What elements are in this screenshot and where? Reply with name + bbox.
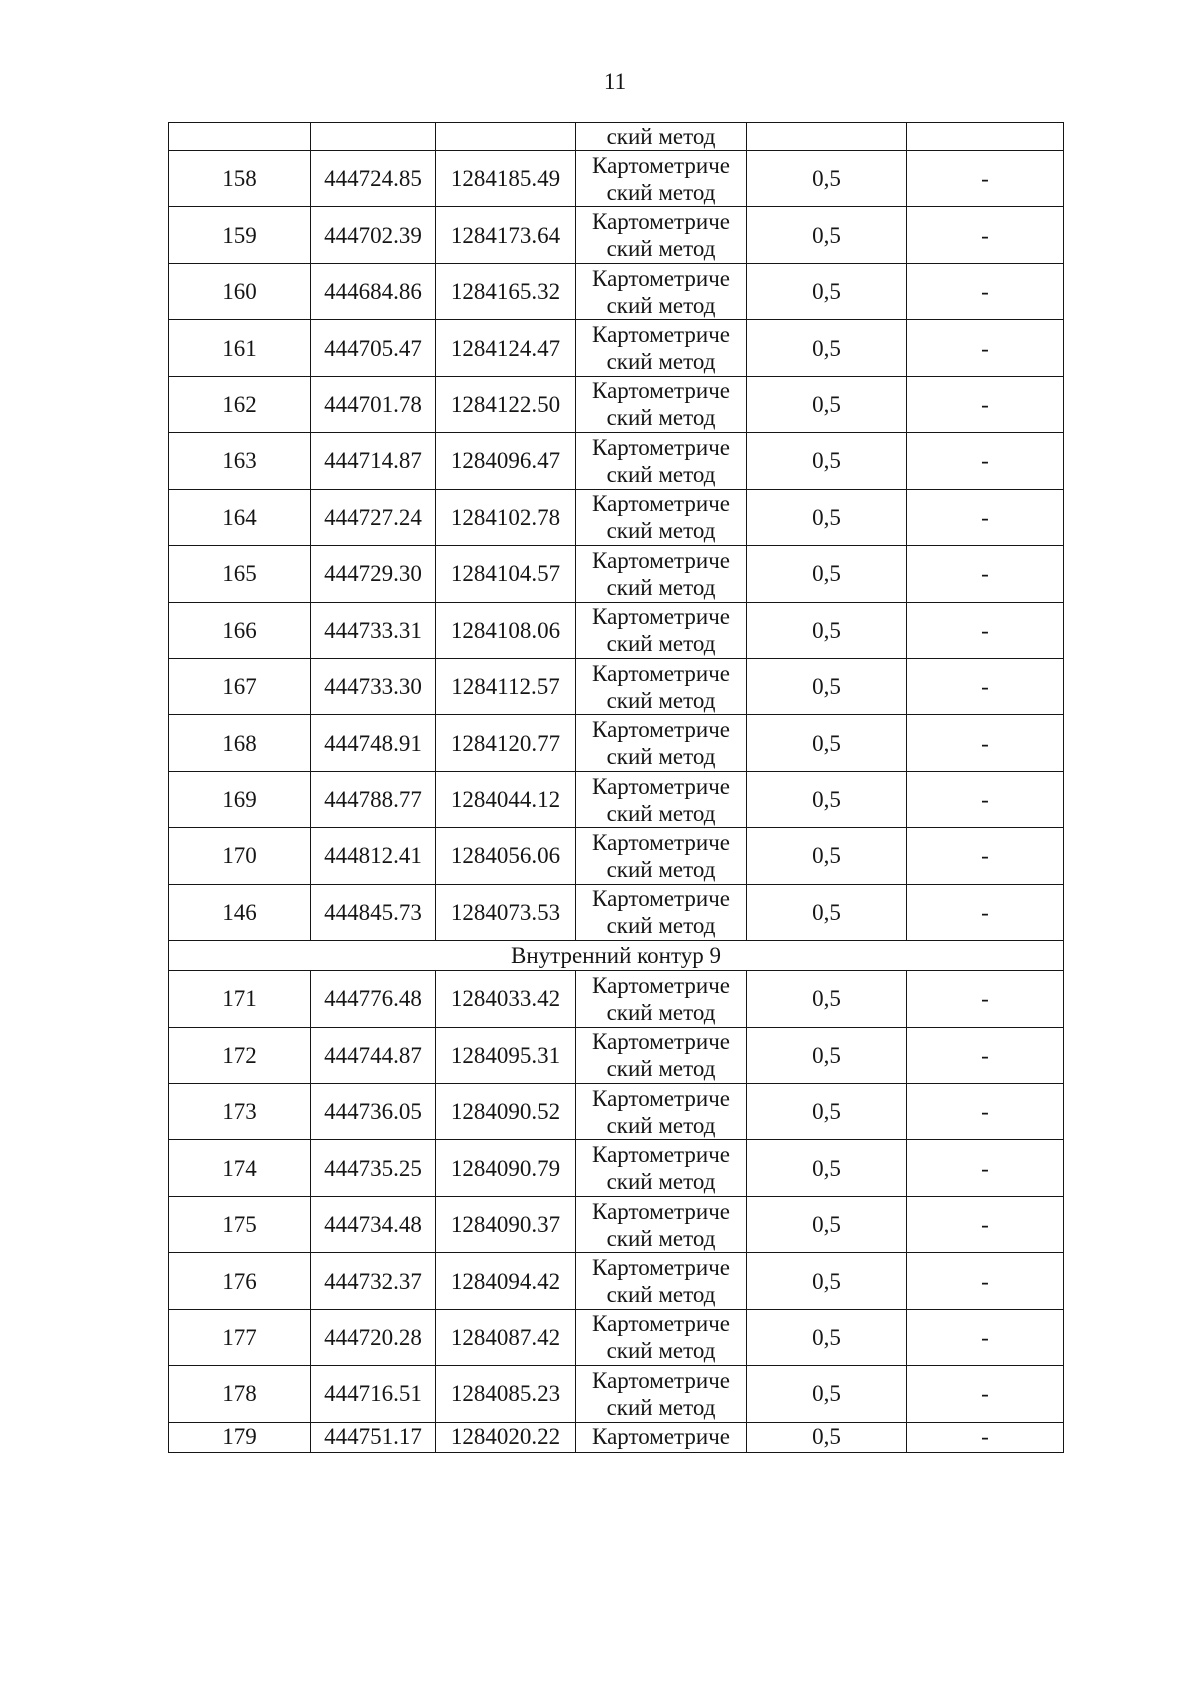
x-coordinate-cell: 444716.51 — [311, 1366, 436, 1422]
method-line-2: ский метод — [606, 123, 716, 149]
note-cell: - — [907, 1196, 1064, 1252]
note-cell: - — [907, 1140, 1064, 1196]
method-cell — [576, 602, 747, 658]
x-coordinate-cell: 444705.47 — [311, 320, 436, 376]
method-line-1: Картометриче — [592, 886, 730, 912]
method-cell — [576, 884, 747, 940]
method-cell — [576, 263, 747, 319]
table-row — [169, 263, 1064, 319]
note-cell: - — [907, 828, 1064, 884]
accuracy-cell: 0,5 — [747, 715, 907, 771]
accuracy-cell: 0,5 — [747, 1140, 907, 1196]
method-line-2: ский метод — [606, 1112, 716, 1138]
table-row — [169, 1309, 1064, 1365]
method-line-2: ский метод — [606, 1225, 716, 1251]
method-line-2: ский метод — [606, 687, 716, 713]
y-coordinate-cell: 1284044.12 — [436, 771, 576, 827]
method-cell — [576, 546, 747, 602]
method-line-1: Картометриче — [592, 209, 730, 235]
x-coordinate-cell: 444776.48 — [311, 971, 436, 1027]
y-coordinate-cell: 1284090.52 — [436, 1084, 576, 1140]
method-cell — [576, 1309, 747, 1365]
y-coordinate-cell: 1284124.47 — [436, 320, 576, 376]
point-number-cell: 169 — [169, 771, 311, 827]
y-coordinate-cell: 1284173.64 — [436, 207, 576, 263]
y-coordinate-cell: 1284033.42 — [436, 971, 576, 1027]
table-row — [169, 320, 1064, 376]
method-cell — [576, 320, 747, 376]
y-coordinate-cell: 1284090.79 — [436, 1140, 576, 1196]
accuracy-cell: 0,5 — [747, 1084, 907, 1140]
method-line-1: Картометриче — [592, 604, 730, 630]
x-coordinate-cell: 444845.73 — [311, 884, 436, 940]
method-cell — [576, 1140, 747, 1196]
note-cell: - — [907, 715, 1064, 771]
note-cell — [907, 123, 1064, 151]
table-row — [169, 828, 1064, 884]
y-coordinate-cell: 1284120.77 — [436, 715, 576, 771]
method-cell — [576, 376, 747, 432]
method-line-1: Картометриче — [592, 378, 730, 404]
y-coordinate-cell: 1284087.42 — [436, 1309, 576, 1365]
accuracy-cell: 0,5 — [747, 1196, 907, 1252]
x-coordinate-cell: 444733.31 — [311, 602, 436, 658]
point-number-cell: 146 — [169, 884, 311, 940]
method-cell — [576, 1422, 747, 1452]
note-cell: - — [907, 602, 1064, 658]
method-line-2: ский метод — [606, 631, 716, 657]
x-coordinate-cell — [311, 123, 436, 151]
accuracy-cell: 0,5 — [747, 376, 907, 432]
method-line-2: ский метод — [606, 292, 716, 318]
method-line-1: Картометриче — [592, 660, 730, 686]
table-row — [169, 658, 1064, 714]
accuracy-cell: 0,5 — [747, 971, 907, 1027]
note-cell: - — [907, 884, 1064, 940]
section-title: Внутренний контур 9 — [169, 941, 1064, 971]
table-row — [169, 771, 1064, 827]
point-number-cell: 163 — [169, 433, 311, 489]
accuracy-cell: 0,5 — [747, 771, 907, 827]
note-cell: - — [907, 546, 1064, 602]
note-cell: - — [907, 1084, 1064, 1140]
point-number-cell: 179 — [169, 1422, 311, 1452]
x-coordinate-cell: 444812.41 — [311, 828, 436, 884]
y-coordinate-cell: 1284104.57 — [436, 546, 576, 602]
method-line-1: Картометриче — [592, 1367, 730, 1393]
method-cell — [576, 207, 747, 263]
accuracy-cell: 0,5 — [747, 151, 907, 207]
table-row — [169, 546, 1064, 602]
method-cell — [576, 123, 747, 151]
y-coordinate-cell: 1284090.37 — [436, 1196, 576, 1252]
x-coordinate-cell: 444720.28 — [311, 1309, 436, 1365]
accuracy-cell: 0,5 — [747, 602, 907, 658]
y-coordinate-cell: 1284096.47 — [436, 433, 576, 489]
table-row — [169, 151, 1064, 207]
y-coordinate-cell: 1284085.23 — [436, 1366, 576, 1422]
method-line-2: ский метод — [606, 999, 716, 1025]
note-cell: - — [907, 1422, 1064, 1452]
table-row — [169, 602, 1064, 658]
method-line-1: Картометриче — [592, 434, 730, 460]
note-cell: - — [907, 1027, 1064, 1083]
point-number-cell: 175 — [169, 1196, 311, 1252]
point-number-cell: 162 — [169, 376, 311, 432]
method-line-2: ский метод — [606, 518, 716, 544]
point-number-cell: 177 — [169, 1309, 311, 1365]
point-number-cell: 158 — [169, 151, 311, 207]
method-cell — [576, 433, 747, 489]
accuracy-cell: 0,5 — [747, 1309, 907, 1365]
x-coordinate-cell: 444724.85 — [311, 151, 436, 207]
point-number-cell: 178 — [169, 1366, 311, 1422]
continuation-row — [169, 123, 1064, 151]
x-coordinate-cell: 444788.77 — [311, 771, 436, 827]
method-line-2: ский метод — [606, 1394, 716, 1420]
accuracy-cell: 0,5 — [747, 546, 907, 602]
method-line-2: ский метод — [606, 349, 716, 375]
note-cell: - — [907, 1366, 1064, 1422]
accuracy-cell: 0,5 — [747, 207, 907, 263]
method-cell — [576, 658, 747, 714]
x-coordinate-cell: 444684.86 — [311, 263, 436, 319]
point-number-cell: 168 — [169, 715, 311, 771]
method-line-1: Картометриче — [592, 1029, 730, 1055]
table-row — [169, 971, 1064, 1027]
point-number-cell: 172 — [169, 1027, 311, 1083]
coordinates-table-body — [169, 123, 1064, 1453]
y-coordinate-cell: 1284102.78 — [436, 489, 576, 545]
x-coordinate-cell: 444733.30 — [311, 658, 436, 714]
table-row — [169, 884, 1064, 940]
method-line-1: Картометриче — [592, 152, 730, 178]
point-number-cell: 174 — [169, 1140, 311, 1196]
method-line-1: Картометриче — [592, 1424, 730, 1450]
accuracy-cell: 0,5 — [747, 263, 907, 319]
method-line-1: Картометриче — [592, 717, 730, 743]
accuracy-cell: 0,5 — [747, 828, 907, 884]
accuracy-cell: 0,5 — [747, 1422, 907, 1452]
x-coordinate-cell: 444744.87 — [311, 1027, 436, 1083]
method-line-2: ский метод — [606, 1056, 716, 1082]
note-cell: - — [907, 263, 1064, 319]
y-coordinate-cell: 1284094.42 — [436, 1253, 576, 1309]
table-row — [169, 207, 1064, 263]
accuracy-cell: 0,5 — [747, 1253, 907, 1309]
point-number-cell: 167 — [169, 658, 311, 714]
method-line-2: ский метод — [606, 1282, 716, 1308]
point-number-cell: 165 — [169, 546, 311, 602]
table-row — [169, 1366, 1064, 1422]
accuracy-cell — [747, 123, 907, 151]
method-line-1: Картометриче — [592, 1198, 730, 1224]
accuracy-cell: 0,5 — [747, 1366, 907, 1422]
method-line-2: ский метод — [606, 744, 716, 770]
method-line-1: Картометриче — [592, 547, 730, 573]
y-coordinate-cell — [436, 123, 576, 151]
method-line-1: Картометриче — [592, 491, 730, 517]
table-row — [169, 1140, 1064, 1196]
note-cell: - — [907, 376, 1064, 432]
x-coordinate-cell: 444729.30 — [311, 546, 436, 602]
method-line-1: Картометриче — [592, 1311, 730, 1337]
accuracy-cell: 0,5 — [747, 884, 907, 940]
y-coordinate-cell: 1284108.06 — [436, 602, 576, 658]
table-row — [169, 433, 1064, 489]
note-cell: - — [907, 207, 1064, 263]
method-line-1: Картометриче — [592, 773, 730, 799]
section-row — [169, 941, 1064, 971]
method-cell — [576, 1027, 747, 1083]
x-coordinate-cell: 444701.78 — [311, 376, 436, 432]
point-number-cell — [169, 123, 311, 151]
y-coordinate-cell: 1284095.31 — [436, 1027, 576, 1083]
table-row — [169, 715, 1064, 771]
note-cell: - — [907, 658, 1064, 714]
point-number-cell: 176 — [169, 1253, 311, 1309]
table-row — [169, 1027, 1064, 1083]
point-number-cell: 166 — [169, 602, 311, 658]
method-line-1: Картометриче — [592, 1255, 730, 1281]
table-row — [169, 1422, 1064, 1452]
method-line-1: Картометриче — [592, 322, 730, 348]
x-coordinate-cell: 444714.87 — [311, 433, 436, 489]
x-coordinate-cell: 444732.37 — [311, 1253, 436, 1309]
accuracy-cell: 0,5 — [747, 489, 907, 545]
method-line-2: ский метод — [606, 574, 716, 600]
method-cell — [576, 1196, 747, 1252]
note-cell: - — [907, 151, 1064, 207]
y-coordinate-cell: 1284185.49 — [436, 151, 576, 207]
method-cell — [576, 489, 747, 545]
note-cell: - — [907, 320, 1064, 376]
x-coordinate-cell: 444734.48 — [311, 1196, 436, 1252]
method-cell — [576, 971, 747, 1027]
method-cell — [576, 1084, 747, 1140]
method-line-2: ский метод — [606, 1169, 716, 1195]
x-coordinate-cell: 444702.39 — [311, 207, 436, 263]
note-cell: - — [907, 433, 1064, 489]
note-cell: - — [907, 1253, 1064, 1309]
x-coordinate-cell: 444751.17 — [311, 1422, 436, 1452]
method-cell — [576, 715, 747, 771]
method-line-2: ский метод — [606, 461, 716, 487]
point-number-cell: 173 — [169, 1084, 311, 1140]
note-cell: - — [907, 771, 1064, 827]
accuracy-cell: 0,5 — [747, 1027, 907, 1083]
y-coordinate-cell: 1284122.50 — [436, 376, 576, 432]
accuracy-cell: 0,5 — [747, 658, 907, 714]
point-number-cell: 159 — [169, 207, 311, 263]
y-coordinate-cell: 1284056.06 — [436, 828, 576, 884]
method-line-2: ский метод — [606, 1338, 716, 1364]
note-cell: - — [907, 1309, 1064, 1365]
point-number-cell: 161 — [169, 320, 311, 376]
method-cell — [576, 828, 747, 884]
table-row — [169, 1196, 1064, 1252]
method-line-1: Картометриче — [592, 265, 730, 291]
method-line-2: ский метод — [606, 179, 716, 205]
method-line-1: Картометриче — [592, 829, 730, 855]
point-number-cell: 170 — [169, 828, 311, 884]
table-row — [169, 489, 1064, 545]
y-coordinate-cell: 1284112.57 — [436, 658, 576, 714]
note-cell: - — [907, 971, 1064, 1027]
x-coordinate-cell: 444727.24 — [311, 489, 436, 545]
y-coordinate-cell: 1284165.32 — [436, 263, 576, 319]
table-row — [169, 1253, 1064, 1309]
table-row — [169, 376, 1064, 432]
point-number-cell: 164 — [169, 489, 311, 545]
x-coordinate-cell: 444736.05 — [311, 1084, 436, 1140]
note-cell: - — [907, 489, 1064, 545]
x-coordinate-cell: 444748.91 — [311, 715, 436, 771]
accuracy-cell: 0,5 — [747, 433, 907, 489]
method-cell — [576, 771, 747, 827]
point-number-cell: 171 — [169, 971, 311, 1027]
accuracy-cell: 0,5 — [747, 320, 907, 376]
page-number: 11 — [603, 69, 627, 94]
method-line-1: Картометриче — [592, 972, 730, 998]
method-cell — [576, 1366, 747, 1422]
method-line-2: ский метод — [606, 236, 716, 262]
method-line-2: ский метод — [606, 913, 716, 939]
method-cell — [576, 151, 747, 207]
y-coordinate-cell: 1284073.53 — [436, 884, 576, 940]
method-cell — [576, 1253, 747, 1309]
method-line-2: ский метод — [606, 856, 716, 882]
coordinates-table — [168, 122, 1064, 1453]
point-number-cell: 160 — [169, 263, 311, 319]
method-line-1: Картометриче — [592, 1142, 730, 1168]
method-line-2: ский метод — [606, 405, 716, 431]
x-coordinate-cell: 444735.25 — [311, 1140, 436, 1196]
method-line-2: ский метод — [606, 800, 716, 826]
table-row — [169, 1084, 1064, 1140]
method-line-1: Картометриче — [592, 1085, 730, 1111]
y-coordinate-cell: 1284020.22 — [436, 1422, 576, 1452]
